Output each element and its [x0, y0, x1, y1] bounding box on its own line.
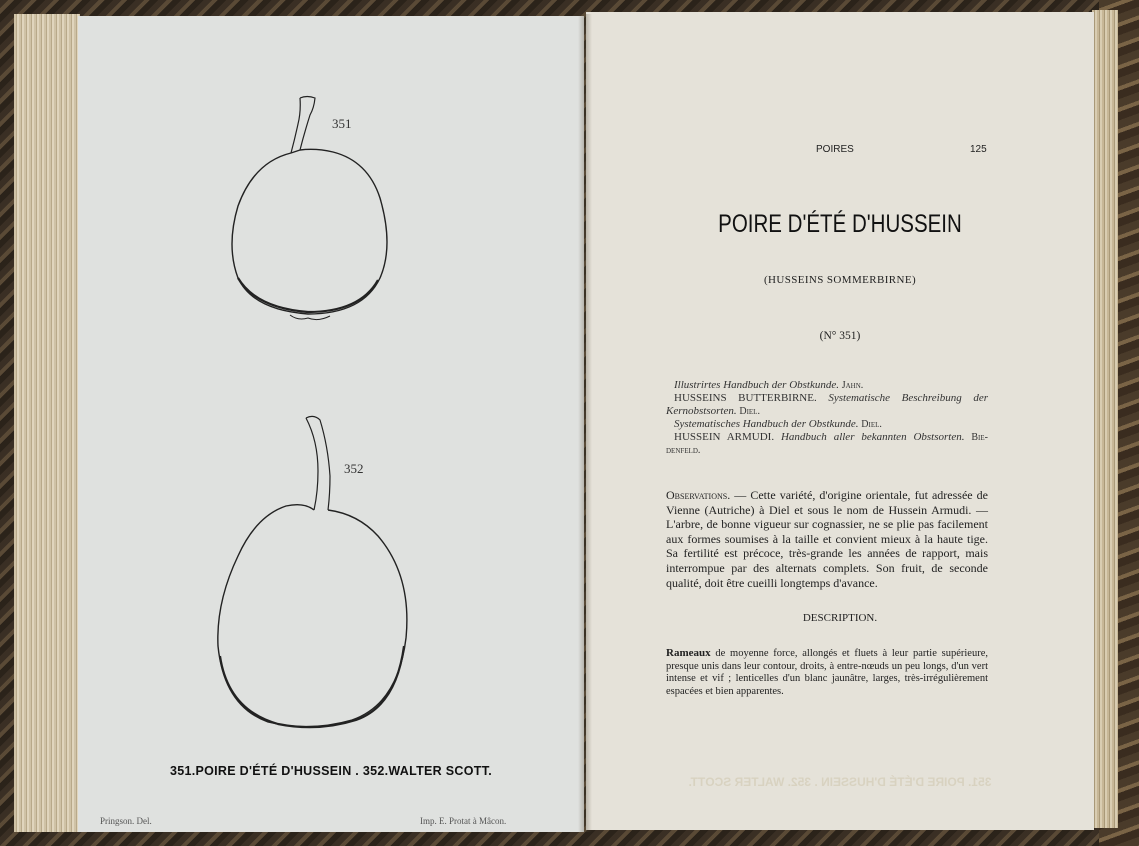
ref-2-title: Systematische Beschreibung der Kernobstsorten.: [666, 392, 989, 417]
description-lead: Rameaux: [666, 647, 711, 659]
credit-artist: Pringson. Del.: [100, 816, 152, 826]
ref-4-title: Handbuch aller bekannten Obstsorten.: [780, 431, 965, 443]
page-subtitle: (HUSSEINS SOMMERBIRNE): [763, 274, 917, 286]
description-paragraph: [666, 647, 988, 698]
ref-2-author: Diel.: [739, 406, 760, 417]
ref-2-name: HUSSEINS BUTTERBIRNE.: [674, 392, 817, 404]
running-head: POIRES: [816, 144, 854, 155]
ref-1-title: Illustrirtes Handbuch der Obstkunde.: [674, 379, 839, 391]
observations-text: — Cette variété, d'origine orientale, fut adressée de Vienne (Autriche) à Diel et sous le nom de Hussein Armudi. — L'arbre, de bonne vigueur sur cognassier, ne se plie pas facilement aux formes soumises à la taille et convient mieux à la haute tige. Sa fertilité est précoce, très-grande les années de rapport, mais interrompue par des alternats complets. Son fruit, de seconde qualité, doit être cueilli longtemps d'avance.: [666, 488, 988, 590]
ref-3-title: Systematisches Handbuch der Obstkunde.: [674, 418, 859, 430]
figure-number-352: 352: [344, 461, 364, 476]
right-page-text: [586, 12, 1094, 830]
plate-caption: 351.POIRE D'ÉTÉ D'HUSSEIN . 352.WALTER SCOTT.: [169, 764, 493, 778]
pear-352-drawing: [218, 416, 407, 727]
figure-number-351: 351: [332, 116, 352, 131]
observations-paragraph: [666, 488, 988, 590]
left-page-plate: [78, 16, 584, 832]
pear-351-drawing: [232, 97, 387, 320]
ref-3-author: Diel.: [861, 419, 882, 430]
bleed-through-caption: 351. POIRE D'ÉTÉ D'HUSSEIN . 352. WALTER SCOTT.: [688, 775, 992, 789]
page-number: 125: [970, 144, 987, 155]
ref-1-author: Jahn.: [841, 380, 864, 391]
page-stack-left: [14, 14, 80, 832]
description-text: de moyenne force, allongés et fluets à leur partie supérieure, presque unis dans leur contour, droits, à entre-nœuds un peu longs, d'un vert intense et vif ; lenticelles d'un blanc jaunâtre, larges, très-irrégulièrement espacées et bien apparentes.: [666, 648, 988, 697]
references: [666, 379, 988, 457]
page-title: POIRE D'ÉTÉ D'HUSSEIN: [718, 210, 962, 238]
description-heading: DESCRIPTION.: [802, 612, 878, 624]
credit-printer: Imp. E. Protat à Mâcon.: [420, 816, 507, 826]
observations-lead: Observations.: [666, 488, 731, 502]
page-stack-right: [1092, 10, 1118, 828]
ref-4-name: HUSSEIN ARMUDI.: [674, 431, 775, 443]
variety-number: (N° 351): [819, 330, 861, 342]
book-gutter: [578, 14, 592, 832]
pear-illustrations: [78, 16, 584, 832]
ref-4-author: Bie-denfeld.: [666, 432, 988, 456]
